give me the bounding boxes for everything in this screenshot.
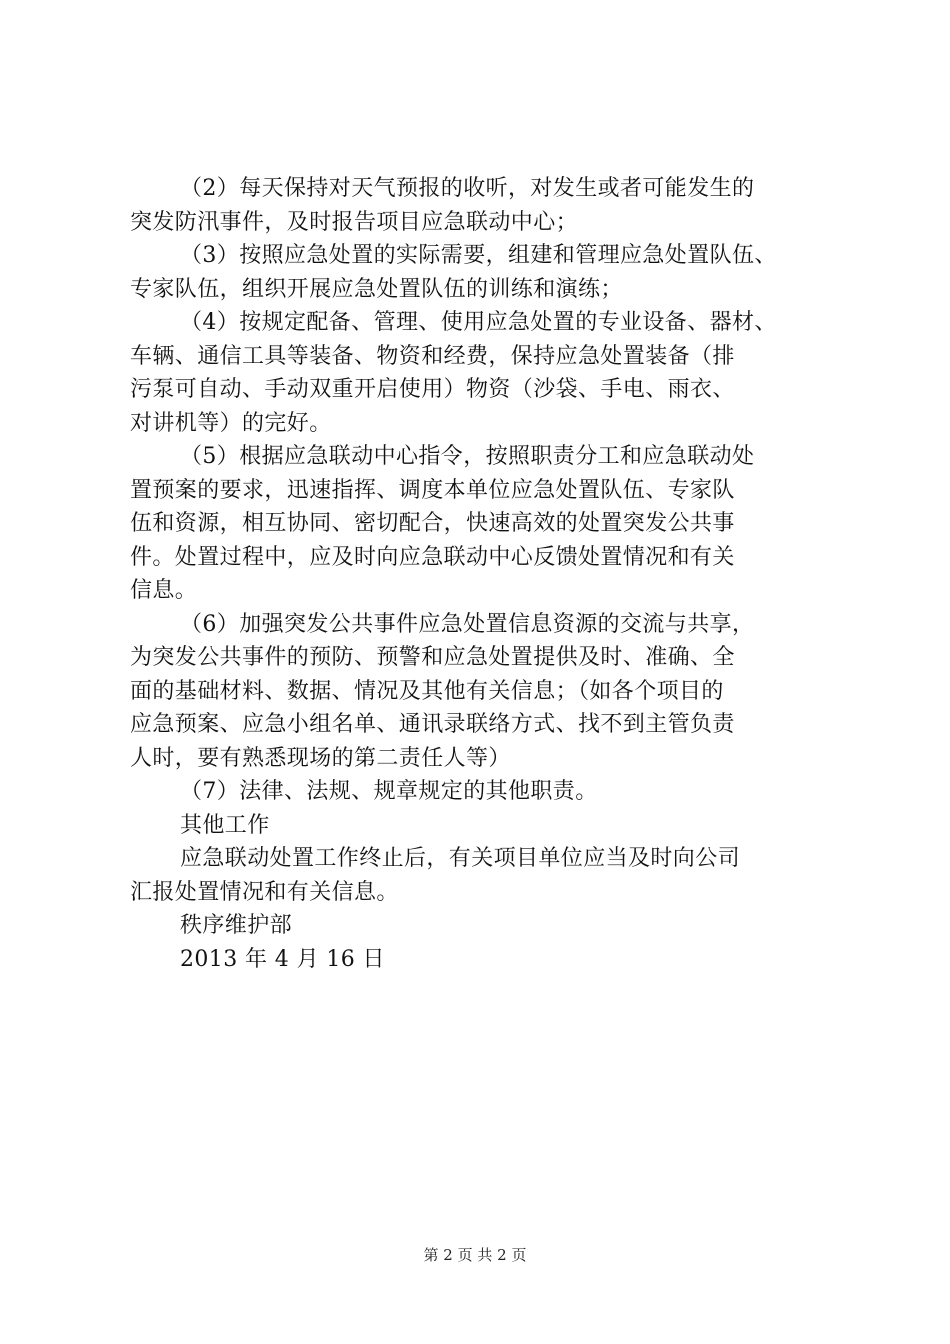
page-footer	[0, 1244, 950, 1265]
text-line: 突发防汛事件，及时报告项目应急联动中心；	[130, 209, 579, 235]
signature-department: 秩序维护部	[180, 913, 293, 938]
text-line: （7）法律、法规、规章规定的其他职责。	[180, 779, 598, 804]
section-heading: 其他工作	[180, 812, 270, 838]
text-line: 信息。	[130, 578, 198, 603]
text-line: 应急联动处置工作终止后，有关项目单位应当及时向公司	[180, 846, 741, 871]
text-line: 污泵可自动、手动双重开启使用）物资（沙袋、手电、雨衣、	[130, 377, 735, 402]
text-line: 面的基础材料、数据、情况及其他有关信息；（如各个项目的	[130, 678, 724, 704]
text-line: 车辆、通信工具等装备、物资和经费，保持应急处置装备（排	[130, 343, 735, 369]
text-line: 件。处置过程中，应及时向应急联动中心反馈处置情况和有关	[130, 544, 735, 570]
text-line: 汇报处置情况和有关信息。	[130, 879, 399, 905]
text-line: （4）按规定配备、管理、使用应急处置的专业设备、器材、	[180, 310, 777, 335]
text-line: （2）每天保持对天气预报的收听，对发生或者可能发生的	[180, 176, 755, 201]
text-line: 伍和资源，相互协同、密切配合，快速高效的处置突发公共事	[130, 511, 735, 536]
document-body	[130, 172, 830, 976]
text-line: 对讲机等）的完好。	[130, 410, 332, 436]
text-line: （3）按照应急处置的实际需要，组建和管理应急处置队伍、	[180, 243, 777, 268]
signature-date: 2013 年 4 月 16 日	[180, 946, 385, 972]
text-line: 置预案的要求，迅速指挥、调度本单位应急处置队伍、专家队	[130, 477, 735, 503]
text-line: （6）加强突发公共事件应急处置信息资源的交流与共享，	[180, 611, 755, 637]
page-number-label: 第 2 页 共 2 页	[423, 1246, 527, 1264]
text-line: 人时，要有熟悉现场的第二责任人等）	[130, 745, 511, 771]
text-line: （5）根据应急联动中心指令，按照职责分工和应急联动处	[180, 444, 755, 469]
text-line: 专家队伍，组织开展应急处置队伍的训练和演练；	[130, 276, 623, 302]
text-line: 应急预案、应急小组名单、通讯录联络方式、找不到主管负责	[130, 712, 735, 737]
text-line: 为突发公共事件的预防、预警和应急处置提供及时、准确、全	[130, 645, 735, 670]
